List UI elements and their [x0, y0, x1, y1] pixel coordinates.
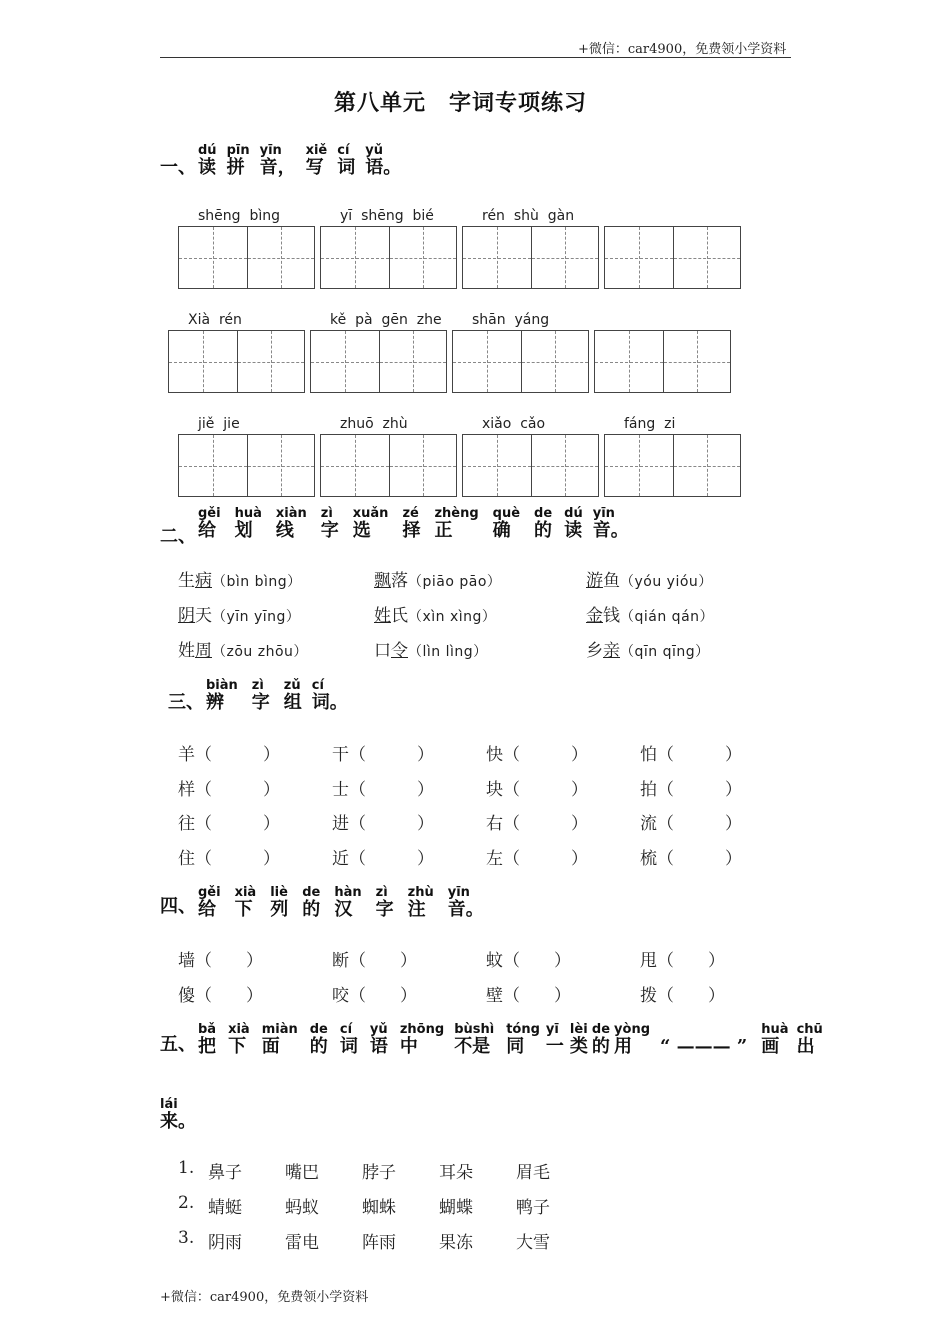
pinyin-options[interactable]: （zōu zhōu）: [212, 644, 308, 660]
pinyin-word: [312, 679, 348, 713]
word-pinyin: hàn: [334, 885, 362, 900]
item-text: 氏: [391, 606, 408, 626]
writing-box[interactable]: [178, 434, 315, 497]
word-pinyin: gěi: [198, 885, 221, 900]
underlined-char: 游: [586, 571, 603, 591]
tian-cell[interactable]: [237, 331, 305, 392]
pinyin-word: [334, 886, 361, 920]
tian-cell[interactable]: [247, 227, 315, 288]
word-option[interactable]: 果冻: [439, 1233, 473, 1253]
word-hanzi: 一: [545, 1036, 564, 1058]
word-pinyin: xuǎn: [352, 506, 389, 521]
underlined-char: 姓: [374, 606, 391, 626]
char-blank[interactable]: 近（ ）: [332, 848, 434, 869]
word-pinyin: zhōng: [399, 1022, 445, 1037]
word-pinyin: bǎ: [198, 1022, 217, 1037]
word-pinyin: de: [591, 1022, 611, 1037]
word-pinyin: zǔ: [283, 678, 301, 693]
word-hanzi: 不是: [454, 1036, 491, 1058]
char-blank[interactable]: 断（ ）: [332, 951, 417, 971]
word-option[interactable]: 雷电: [285, 1233, 319, 1253]
reading-choice-item: [586, 636, 710, 661]
item-text: 鱼: [603, 571, 620, 591]
word-pinyin: huà: [234, 506, 262, 521]
word-hanzi: 把: [198, 1036, 216, 1058]
section-4-instruction: [198, 886, 494, 920]
footer-note: +微信：car4900，免费领小学资料: [160, 1290, 369, 1305]
word-pinyin: zhù: [407, 885, 434, 900]
pinyin-options[interactable]: （qián qán）: [620, 609, 715, 625]
section-2-number: 二、: [160, 526, 196, 547]
section-3-instruction: [206, 679, 358, 713]
line-number: 1.: [178, 1158, 195, 1178]
grid-pinyin-label: kě pà gēn zhe: [330, 312, 442, 328]
pinyin-options[interactable]: （bìn bìng）: [212, 574, 302, 590]
pinyin-word: [235, 507, 262, 541]
word-pinyin: dú: [198, 143, 217, 158]
word-pinyin: tóng: [506, 1022, 540, 1037]
word-hanzi: 注: [407, 899, 426, 921]
pinyin-options[interactable]: （yóu yióu）: [620, 574, 713, 590]
word-pinyin: lèi: [569, 1022, 588, 1037]
word-pinyin: gěi: [198, 506, 221, 521]
word-hanzi: 语: [369, 1036, 388, 1058]
word-hanzi: 给: [198, 899, 216, 921]
tian-cell[interactable]: [321, 227, 389, 288]
section-3-number: 三、: [168, 692, 204, 713]
word-pinyin: yī: [545, 1022, 559, 1037]
word-pinyin: cí: [311, 678, 324, 693]
item-text: 生: [178, 571, 195, 591]
grid-pinyin-label: shān yáng: [472, 312, 550, 328]
pinyin-options[interactable]: （piāo pāo）: [408, 574, 502, 590]
word-hanzi: 线: [275, 520, 294, 542]
writing-box[interactable]: [604, 226, 741, 289]
tian-cell[interactable]: [247, 435, 315, 496]
writing-box[interactable]: [452, 330, 589, 393]
reading-choice-item: [178, 566, 302, 591]
word-pinyin: de: [309, 1022, 328, 1037]
underlined-char: 周: [195, 641, 212, 661]
word-hanzi: “ ——— ”: [660, 1036, 748, 1058]
underlined-char: 金: [586, 606, 603, 626]
word-hanzi: 汉: [334, 899, 353, 921]
pinyin-word: [434, 507, 478, 541]
pinyin-word: [614, 1023, 650, 1057]
word-hanzi: 确: [492, 520, 511, 542]
pinyin-word: [337, 144, 355, 178]
tian-cell[interactable]: [179, 227, 247, 288]
char-blank[interactable]: 怕（ ）: [640, 745, 742, 765]
pinyin-word: [761, 1023, 788, 1057]
pinyin-word: [454, 1023, 494, 1057]
char-blank[interactable]: 住（ ）: [178, 848, 280, 869]
pinyin-word: [227, 144, 250, 178]
word-hanzi: 音，: [259, 157, 296, 179]
writing-box[interactable]: [462, 226, 599, 289]
word-pinyin: xiàn: [275, 506, 307, 521]
word-hanzi: 辨: [206, 692, 224, 714]
pinyin-word: [198, 1023, 216, 1057]
pinyin-word: [376, 886, 394, 920]
char-blank[interactable]: 傻（ ）: [178, 985, 263, 1006]
pinyin-word: [284, 679, 302, 713]
tian-cell[interactable]: [389, 227, 457, 288]
char-blank[interactable]: 咬（ ）: [332, 985, 417, 1006]
pinyin-word: [534, 507, 552, 541]
pinyin-word: [592, 1023, 610, 1057]
word-option[interactable]: 眉毛: [516, 1163, 550, 1183]
word-option[interactable]: 蜻蜓: [208, 1198, 242, 1218]
tian-cell[interactable]: [531, 435, 599, 496]
word-hanzi: 同: [506, 1036, 525, 1058]
grid-pinyin-label: xiǎo cǎo: [482, 416, 546, 432]
pinyin-word: [310, 1023, 328, 1057]
grid-pinyin-label: jiě jie: [198, 416, 240, 432]
word-hanzi: 读: [198, 157, 216, 179]
pinyin-word: [593, 507, 629, 541]
char-blank[interactable]: 墙（ ）: [178, 951, 263, 971]
word-pinyin: yòng: [614, 1022, 651, 1037]
pinyin-word: [570, 1023, 588, 1057]
char-blank[interactable]: 壁（ ）: [486, 985, 571, 1006]
pinyin-word: [260, 144, 296, 178]
tian-cell[interactable]: [321, 435, 389, 496]
word-option[interactable]: 阴雨: [208, 1233, 242, 1253]
char-blank[interactable]: 往（ ）: [178, 814, 280, 834]
word-hanzi: 字: [375, 899, 394, 921]
word-hanzi: 列: [270, 899, 289, 921]
word-pinyin: zì: [320, 506, 333, 521]
pinyin-word: [198, 144, 217, 178]
word-hanzi: 出: [796, 1036, 815, 1058]
word-hanzi: 词。: [311, 692, 348, 714]
tail-hanzi: 来。: [160, 1111, 196, 1133]
word-hanzi: 的: [309, 1036, 328, 1058]
word-hanzi: 下: [228, 1036, 247, 1058]
char-blank[interactable]: 拨（ ）: [640, 985, 725, 1006]
word-hanzi: 类: [569, 1036, 588, 1058]
word-pinyin: xià: [234, 885, 257, 900]
reading-choice-item: [374, 601, 496, 626]
pinyin-word: [198, 886, 221, 920]
section-2-instruction: [198, 507, 639, 541]
word-pinyin: xià: [228, 1022, 250, 1037]
tian-cell[interactable]: [389, 435, 457, 496]
word-pinyin: zé: [402, 506, 419, 521]
word-hanzi: 词: [339, 1036, 358, 1058]
pinyin-options[interactable]: （yīn yīng）: [212, 609, 301, 625]
section-5-instruction-tail: [160, 1098, 196, 1132]
tian-cell[interactable]: [311, 331, 379, 392]
word-hanzi: 下: [234, 899, 253, 921]
word-option[interactable]: 耳朵: [439, 1163, 473, 1183]
word-pinyin: zì: [251, 678, 264, 693]
char-blank[interactable]: 样（ ）: [178, 779, 280, 800]
word-pinyin: yīn: [259, 143, 282, 158]
word-pinyin: biàn: [206, 678, 238, 693]
word-hanzi: 用: [614, 1036, 633, 1058]
tail-pinyin: lái: [160, 1097, 178, 1112]
char-blank[interactable]: 蚊（ ）: [486, 951, 571, 971]
word-hanzi: 读: [564, 520, 583, 542]
word-pinyin: xiě: [305, 143, 328, 158]
word-hanzi: 选: [352, 520, 371, 542]
pinyin-options[interactable]: （lìn lìng）: [408, 644, 488, 660]
word-option[interactable]: 鼻子: [208, 1163, 242, 1183]
tian-cell[interactable]: [379, 331, 447, 392]
item-text: 落: [391, 571, 408, 591]
pinyin-word: [370, 1023, 388, 1057]
pinyin-word: [400, 1023, 444, 1057]
reading-choice-item: [586, 601, 714, 626]
underlined-char: 令: [391, 641, 408, 661]
tian-cell[interactable]: [453, 331, 521, 392]
word-option[interactable]: 蚂蚁: [285, 1198, 319, 1218]
char-blank[interactable]: 右（ ）: [486, 814, 588, 834]
word-pinyin: yǔ: [365, 143, 383, 158]
grid-pinyin-label: rén shù gàn: [482, 208, 575, 224]
pinyin-word: [493, 507, 520, 541]
pinyin-word: [228, 1023, 250, 1057]
pinyin-word: [276, 507, 307, 541]
word-pinyin: yīn: [592, 506, 615, 521]
writing-box[interactable]: [604, 434, 741, 497]
pinyin-word: [235, 886, 257, 920]
tian-cell[interactable]: [663, 331, 731, 392]
writing-box[interactable]: [594, 330, 731, 393]
item-text: 钱: [603, 606, 620, 626]
word-hanzi: 择: [402, 520, 421, 542]
word-pinyin: chū: [796, 1022, 823, 1037]
item-text: 天: [195, 606, 212, 626]
word-hanzi: 词: [337, 157, 356, 179]
tian-cell[interactable]: [673, 435, 741, 496]
word-hanzi: 给: [198, 520, 216, 542]
writing-box[interactable]: [310, 330, 447, 393]
word-pinyin: què: [492, 506, 521, 521]
word-option[interactable]: 大雪: [516, 1233, 550, 1253]
word-pinyin: de: [302, 885, 321, 900]
char-blank[interactable]: 块（ ）: [486, 779, 588, 800]
writing-box[interactable]: [320, 434, 457, 497]
pinyin-word: [448, 886, 484, 920]
char-blank[interactable]: 干（ ）: [332, 745, 434, 765]
word-pinyin: zhèng: [434, 506, 479, 521]
word-pinyin: liè: [270, 885, 288, 900]
grid-pinyin-label: shēng bìng: [198, 208, 280, 224]
pinyin-word: [660, 1023, 747, 1057]
word-option[interactable]: 蝴蝶: [439, 1198, 473, 1218]
grid-pinyin-label: fáng zi: [624, 416, 676, 432]
char-blank[interactable]: 流（ ）: [640, 814, 742, 834]
tian-cell[interactable]: [169, 331, 237, 392]
word-pinyin: zì: [375, 885, 388, 900]
word-hanzi: 拼: [226, 157, 245, 179]
underlined-char: 病: [195, 571, 212, 591]
word-hanzi: 的: [302, 899, 321, 921]
tian-cell[interactable]: [673, 227, 741, 288]
pinyin-word: [797, 1023, 823, 1057]
word-hanzi: 面: [261, 1036, 280, 1058]
char-blank[interactable]: 羊（ ）: [178, 745, 280, 765]
section-1-number: 一、: [160, 157, 196, 178]
char-blank[interactable]: 梳（ ）: [640, 848, 742, 869]
pinyin-word: [402, 507, 420, 541]
char-blank[interactable]: 左（ ）: [486, 848, 588, 869]
char-blank[interactable]: 拍（ ）: [640, 779, 742, 800]
word-pinyin: de: [534, 506, 553, 521]
tian-cell[interactable]: [605, 227, 673, 288]
word-pinyin: dú: [564, 506, 583, 521]
reading-choice-item: [374, 636, 488, 661]
writing-box[interactable]: [462, 434, 599, 497]
word-pinyin: cí: [339, 1022, 353, 1037]
header-rule: [160, 57, 791, 58]
item-text: 口: [374, 641, 391, 661]
pinyin-options[interactable]: （qīn qīng）: [620, 644, 710, 660]
tian-cell[interactable]: [605, 435, 673, 496]
pinyin-word: [365, 144, 401, 178]
grid-pinyin-label: yī shēng bié: [340, 208, 434, 224]
tian-cell[interactable]: [595, 331, 663, 392]
word-pinyin: pīn: [226, 143, 250, 158]
reading-choice-item: [374, 566, 501, 591]
word-pinyin: huà: [761, 1022, 789, 1037]
underlined-char: 阴: [178, 606, 195, 626]
tian-cell[interactable]: [463, 435, 531, 496]
word-pinyin: [660, 1023, 665, 1037]
section-4-number: 四、: [160, 896, 196, 917]
pinyin-word: [340, 1023, 358, 1057]
word-hanzi: 画: [761, 1036, 780, 1058]
word-hanzi: 字: [251, 692, 270, 714]
char-blank[interactable]: 士（ ）: [332, 779, 434, 800]
word-pinyin: yīn: [447, 885, 470, 900]
pinyin-word: [306, 144, 328, 178]
pinyin-word: [198, 507, 221, 541]
section-5-number: 五、: [160, 1034, 196, 1055]
word-hanzi: 音。: [447, 899, 484, 921]
pinyin-word: [408, 886, 434, 920]
reading-choice-item: [178, 601, 300, 626]
char-blank[interactable]: 进（ ）: [332, 814, 434, 834]
tian-cell[interactable]: [463, 227, 531, 288]
tian-cell[interactable]: [179, 435, 247, 496]
underlined-char: 亲: [603, 641, 620, 661]
pinyin-word: [506, 1023, 540, 1057]
word-pinyin: bùshì: [454, 1022, 495, 1037]
word-hanzi: 音。: [592, 520, 629, 542]
writing-box[interactable]: [178, 226, 315, 289]
word-pinyin: yǔ: [369, 1022, 388, 1037]
underlined-char: 飘: [374, 571, 391, 591]
word-hanzi: 语。: [365, 157, 402, 179]
char-blank[interactable]: 快（ ）: [486, 745, 588, 765]
pinyin-word: [321, 507, 339, 541]
word-hanzi: 组: [283, 692, 302, 714]
page-title: 第八单元 字词专项练习: [334, 90, 588, 116]
tian-cell[interactable]: [521, 331, 589, 392]
pinyin-word: [206, 679, 238, 713]
grid-pinyin-label: zhuō zhù: [340, 416, 408, 432]
section-5-instruction: [198, 1023, 831, 1057]
writing-box[interactable]: [168, 330, 305, 393]
section-1-instruction: [198, 144, 411, 178]
word-hanzi: 的: [591, 1036, 610, 1058]
pinyin-word: [353, 507, 389, 541]
pinyin-options[interactable]: （xìn xìng）: [408, 609, 497, 625]
pinyin-word: [564, 507, 583, 541]
word-pinyin: cí: [337, 143, 350, 158]
pinyin-word: [262, 1023, 298, 1057]
line-number: 2.: [178, 1193, 195, 1213]
pinyin-word: [546, 1023, 564, 1057]
word-option[interactable]: 嘴巴: [285, 1163, 319, 1183]
line-number: 3.: [178, 1228, 195, 1248]
tian-cell[interactable]: [531, 227, 599, 288]
header-note: +微信：car4900，免费领小学资料: [578, 42, 787, 57]
word-option[interactable]: 蜘蛛: [362, 1198, 396, 1218]
reading-choice-item: [586, 566, 713, 591]
pinyin-word: [270, 886, 288, 920]
word-option[interactable]: 阵雨: [362, 1233, 396, 1253]
word-hanzi: 正: [434, 520, 453, 542]
grid-pinyin-label: Xià rén: [188, 312, 242, 328]
pinyin-word: [302, 886, 320, 920]
word-option[interactable]: 脖子: [362, 1163, 396, 1183]
word-hanzi: 字: [320, 520, 339, 542]
word-option[interactable]: 鸭子: [516, 1198, 550, 1218]
item-text: 乡: [586, 641, 603, 661]
pinyin-word: [252, 679, 270, 713]
word-hanzi: 划: [234, 520, 253, 542]
word-hanzi: 写: [305, 157, 324, 179]
char-blank[interactable]: 甩（ ）: [640, 951, 725, 971]
word-hanzi: 中: [399, 1036, 418, 1058]
writing-box[interactable]: [320, 226, 457, 289]
item-text: 姓: [178, 641, 195, 661]
reading-choice-item: [178, 636, 308, 661]
word-hanzi: 的: [534, 520, 553, 542]
word-pinyin: miàn: [261, 1022, 298, 1037]
